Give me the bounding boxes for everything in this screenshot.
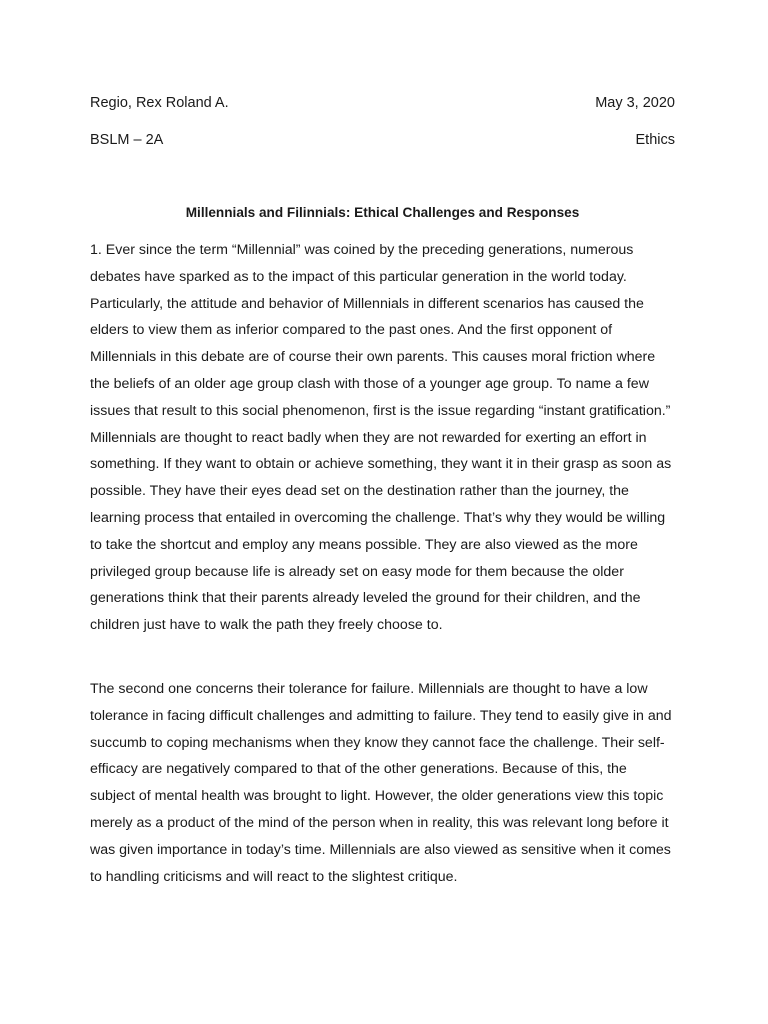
author-name: Regio, Rex Roland A. xyxy=(90,95,229,111)
class-section: BSLM – 2A xyxy=(90,132,164,148)
header-row-top xyxy=(90,93,675,113)
document-date: May 3, 2020 xyxy=(595,95,675,111)
document-title: Millennials and Filinnials: Ethical Challenges and Responses xyxy=(185,205,580,220)
paragraph-2: The second one concerns their tolerance for failure. Millennials are thought to have a low tolerance in facing difficult challenges and admitting to failure. They tend to easily give in and succumb to coping mechanisms when they know they cannot face the challenge. Their self-efficacy are negatively compared to that of the other generations. Because of this, the subject of mental health was brought to light. However, the older generations view this topic merely as a product of the mind of the person when in reality, this was relevant long before it was given importance in today’s time. Millennials are also viewed as sensitive when it comes to handling criticisms and will react to the slightest critique. xyxy=(90,681,672,885)
paragraph-1: 1. Ever since the term “Millennial” was coined by the preceding generations, numerous debates have sparked as to the impact of this particular generation in the world today. Particularly, the attitude and behavior of Millennials in different scenarios has caused the elders to view them as inferior compared to the past ones. And the first opponent of Millennials in this debate are of course their own parents. This causes moral friction where the beliefs of an older age group clash with those of a younger age group. To name a few issues that result to this social phenomenon, first is the issue regarding “instant gratification.” Millennials are thought to react badly when they are not rewarded for exerting an effort in something. If they want to obtain or achieve something, they want it in their grasp as soon as possible. They have their eyes dead set on the destination rather than the journey, the learning process that entailed in overcoming the challenge. That’s why they would be willing to take the shortcut and employ any means possible. They are also viewed as the more privileged group because life is already set on easy mode for them because the older generations think that their parents already leveled the ground for their children, and the children just have to walk the path they freely choose to. xyxy=(90,242,672,634)
subject-name: Ethics xyxy=(635,132,675,148)
header-row-bottom xyxy=(90,130,675,150)
document-page xyxy=(90,0,675,1024)
